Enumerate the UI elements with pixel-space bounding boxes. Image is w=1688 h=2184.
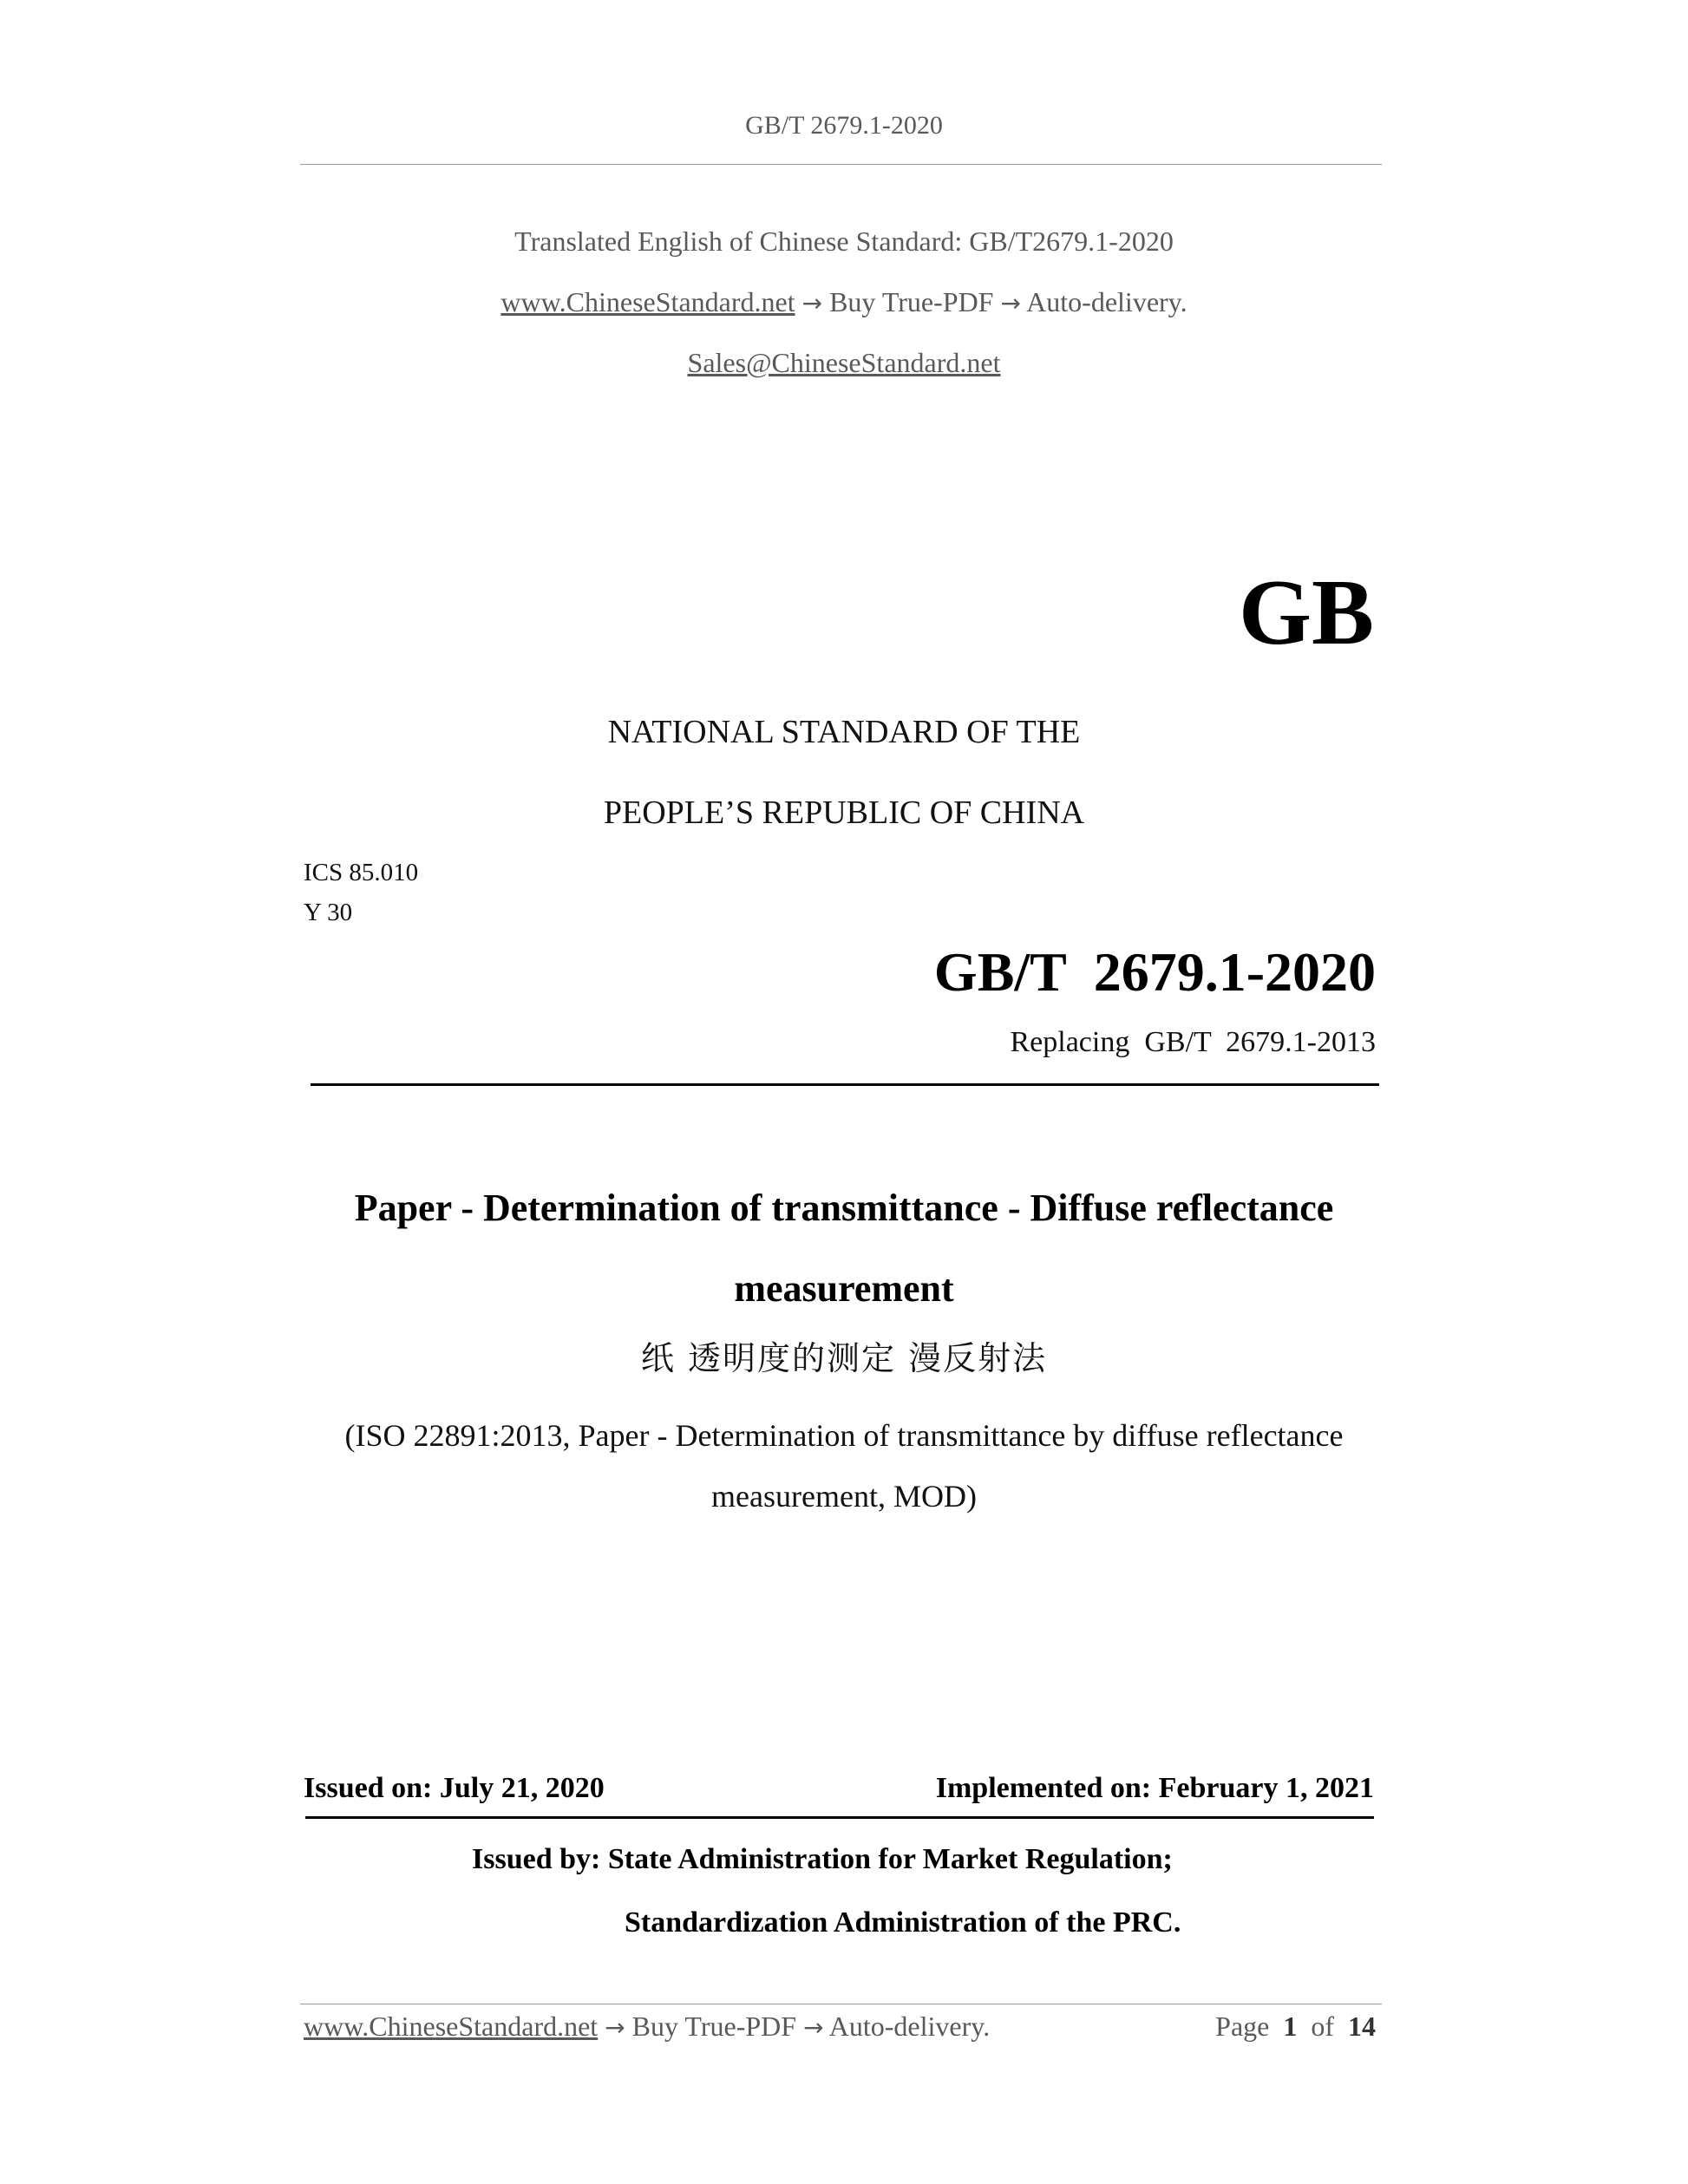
iso-reference: (ISO 22891:2013, Paper - Determination of transmittance by diffuse reflectance measurement, MOD) [344,1418,1344,1514]
gb-logo: GB [1238,561,1374,664]
arrow-right-icon: → [1000,289,1021,317]
national-standard-heading: NATIONAL STANDARD OF THE [607,714,1081,750]
issue-divider [305,1816,1374,1819]
chinese-title: 纸 透明度的测定 漫反射法 [640,1339,1048,1377]
translation-note: Translated English of Chinese Standard: GB/T2679.1-2020 [514,226,1174,257]
issued-date: Issued on: July 21, 2020 [304,1772,605,1804]
standard-number: GB/T 2679.1-2020 [933,941,1376,1003]
footer-auto-delivery-text: Auto-delivery. [828,2011,991,2042]
ics-code: ICS 85.010 [304,859,419,886]
footer-site-link[interactable]: www.ChineseStandard.net [304,2011,599,2042]
footer-purchase-line [304,2011,990,2043]
issuing-authority-1: Issued by: State Administration for Market Regulation; [472,1843,1173,1875]
auto-delivery-text: Auto-delivery. [1026,286,1187,317]
buy-pdf-text: Buy True-PDF [829,286,994,317]
page-indicator [1215,2011,1376,2043]
header-divider [300,164,1382,165]
arrow-right-icon: → [801,289,823,317]
footer-buy-pdf-text: Buy True-PDF [631,2011,797,2042]
issuing-authority-2: Standardization Administration of the PRC. [625,1906,1181,1939]
arrow-right-icon: → [605,2013,625,2042]
sales-email-link[interactable]: Sales@ChineseStandard.net [687,347,1001,378]
arrow-right-icon: → [803,2013,824,2042]
of-label: of [1311,2011,1334,2042]
page-label: Page [1215,2011,1270,2042]
page-number: 1 [1283,2011,1298,2042]
site-link[interactable]: www.ChineseStandard.net [501,286,795,317]
replacing-note: Replacing GB/T 2679.1-2013 [1010,1026,1376,1058]
classification-code: Y 30 [304,899,353,926]
page-total: 14 [1348,2011,1376,2042]
country-heading: PEOPLE’S REPUBLIC OF CHINA [603,794,1085,831]
english-title: Paper - Determination of transmittance - Diffuse reflectance measurement [354,1187,1334,1310]
purchase-line [0,286,1688,318]
title-divider [311,1083,1379,1086]
running-header: GB/T 2679.1-2020 [745,111,943,140]
sales-line [0,347,1688,379]
implemented-date: Implemented on: February 1, 2021 [935,1772,1374,1804]
